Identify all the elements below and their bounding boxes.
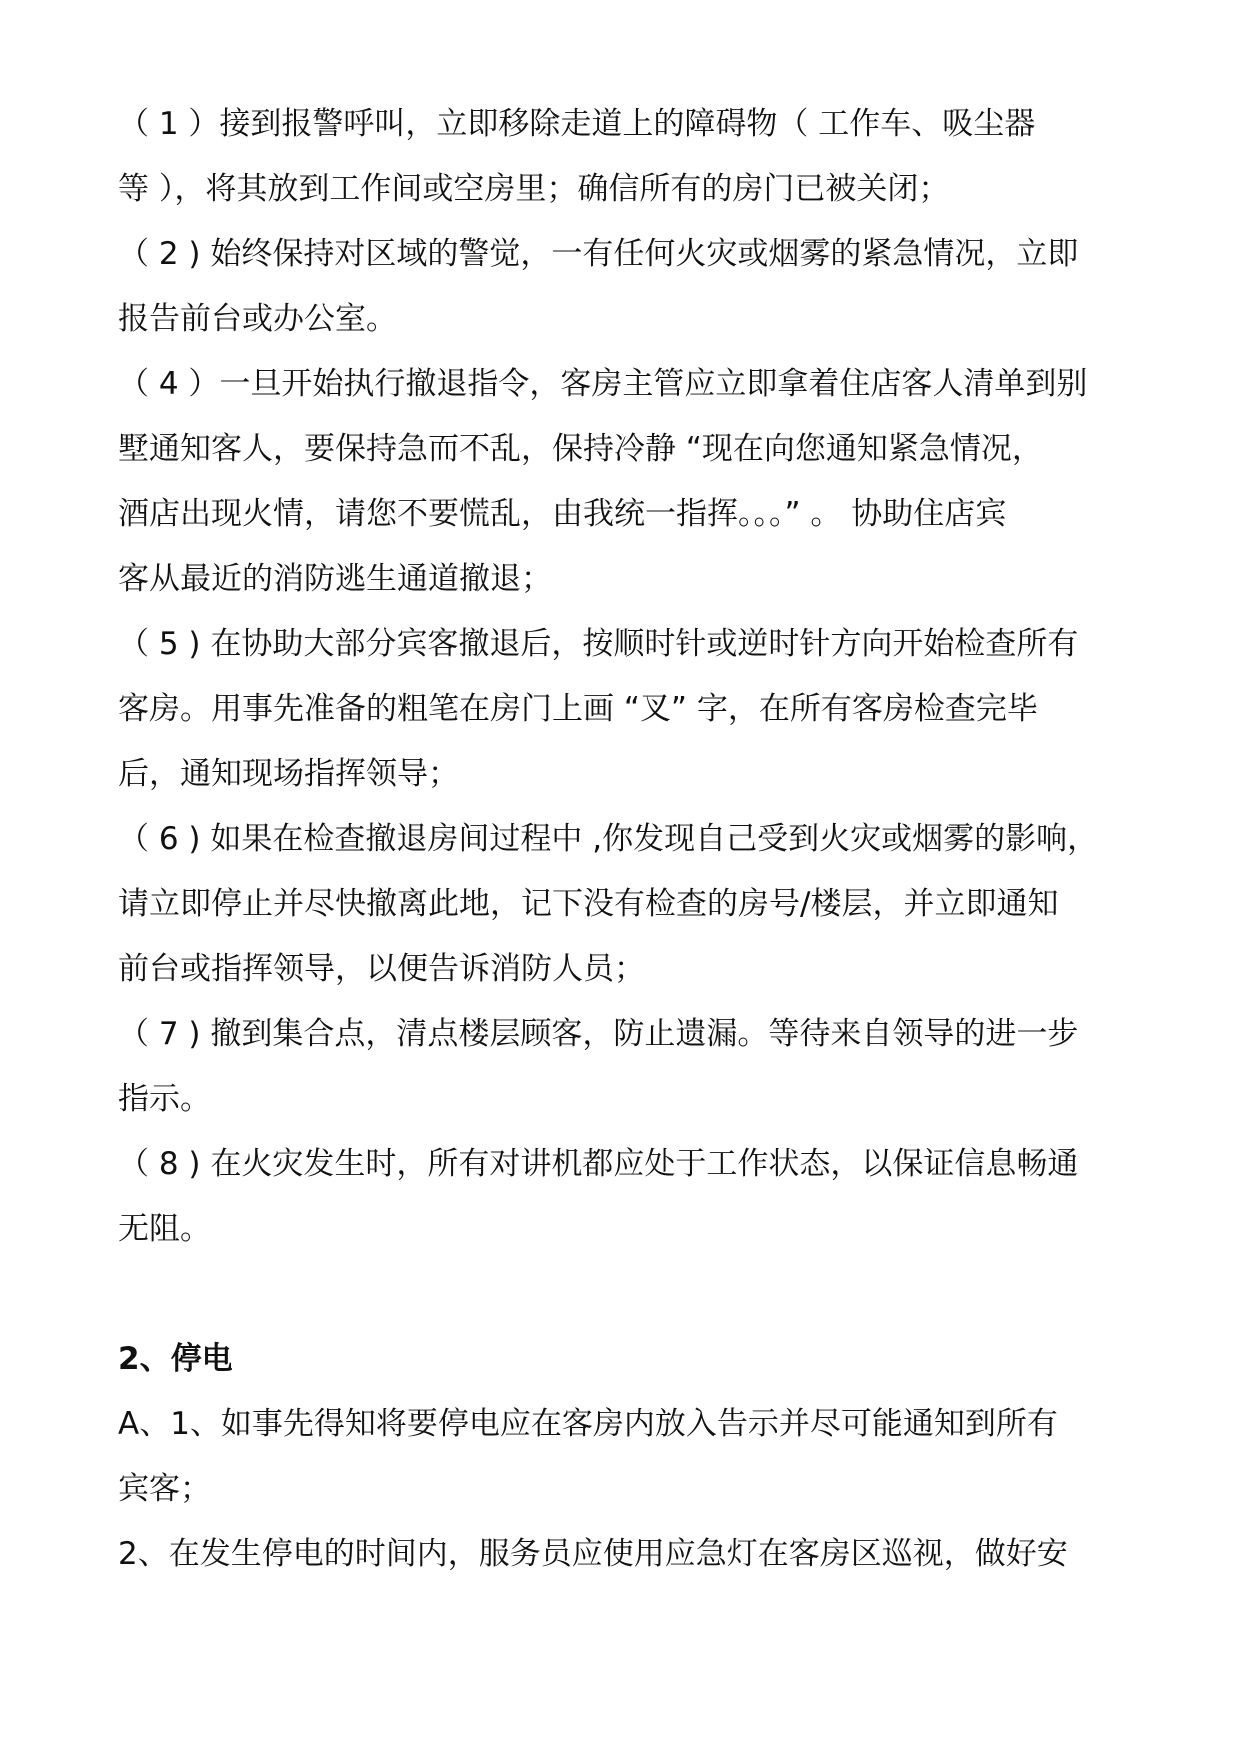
- paragraph-item-2: [118, 222, 1128, 352]
- text-line: 墅通知客人，要保持急而不乱，保持冷静 “现在向您通知紧急情况，: [118, 431, 1043, 467]
- text-line: 客从最近的消防逃生通道撤退；: [118, 561, 552, 597]
- text-line: A、1、如事先得知将要停电应在客房内放入告示并尽可能通知到所有: [118, 1406, 1058, 1442]
- text-line: 指示。: [118, 1081, 211, 1117]
- paragraph-item-1: [118, 92, 1128, 222]
- paragraph-item-5: [118, 612, 1128, 807]
- paragraph-item-6: [118, 807, 1128, 1002]
- text-line: 无阻。: [118, 1211, 211, 1247]
- text-line: 等 ），将其放到工作间或空房里；确信所有的房门已被关闭；: [118, 171, 950, 207]
- text-line: （ 5 ) 在协助大部分宾客撤退后，按顺时针或逆时针方向开始检查所有: [118, 626, 1079, 662]
- text-line: （ 2 ) 始终保持对区域的警觉，一有任何火灾或烟雾的紧急情况，立即: [118, 236, 1079, 272]
- text-line: 酒店出现火情，请您不要慌乱，由我统一指挥。。。” 。 协助住店宾: [118, 496, 1007, 532]
- text-line: 2、在发生停电的时间内，服务员应使用应急灯在客房区巡视，做好安: [118, 1536, 1068, 1572]
- section-heading: [118, 1327, 1128, 1392]
- text-line: 报告前台或办公室。: [118, 301, 397, 337]
- text-line: 客房。用事先准备的粗笔在房门上画 “叉” 字，在所有客房检查完毕: [118, 691, 1038, 727]
- paragraph-item-8: [118, 1132, 1128, 1262]
- document-body: [118, 92, 1128, 1587]
- text-line: （ 8 ) 在火灾发生时，所有对讲机都应处于工作状态，以保证信息畅通: [118, 1146, 1079, 1182]
- paragraph-power-outage-1: [118, 1392, 1128, 1522]
- paragraph-item-7: [118, 1002, 1128, 1132]
- text-line: 后，通知现场指挥领导；: [118, 756, 459, 792]
- paragraph-item-4: [118, 352, 1128, 612]
- section-heading-text: 2、停电: [118, 1341, 233, 1377]
- text-line: 宾客；: [118, 1471, 211, 1507]
- text-line: 前台或指挥领导，以便告诉消防人员；: [118, 951, 645, 987]
- text-line: 请立即停止并尽快撤离此地，记下没有检查的房号/楼层，并立即通知: [118, 886, 1059, 922]
- section-spacer: [118, 1262, 1128, 1327]
- text-line: （ 7 ) 撤到集合点，清点楼层顾客，防止遗漏。等待来自领导的进一步: [118, 1016, 1079, 1052]
- text-line: （ 4 ）一旦开始执行撤退指令，客房主管应立即拿着住店客人清单到别: [118, 366, 1088, 402]
- text-line: （ 1 ）接到报警呼叫，立即移除走道上的障碍物（ 工作车、吸尘器: [118, 106, 1036, 142]
- paragraph-power-outage-2: [118, 1522, 1128, 1587]
- text-line: （ 6 ) 如果在检查撤退房间过程中 ,你发现自己受到火灾或烟雾的影响，: [118, 821, 1099, 857]
